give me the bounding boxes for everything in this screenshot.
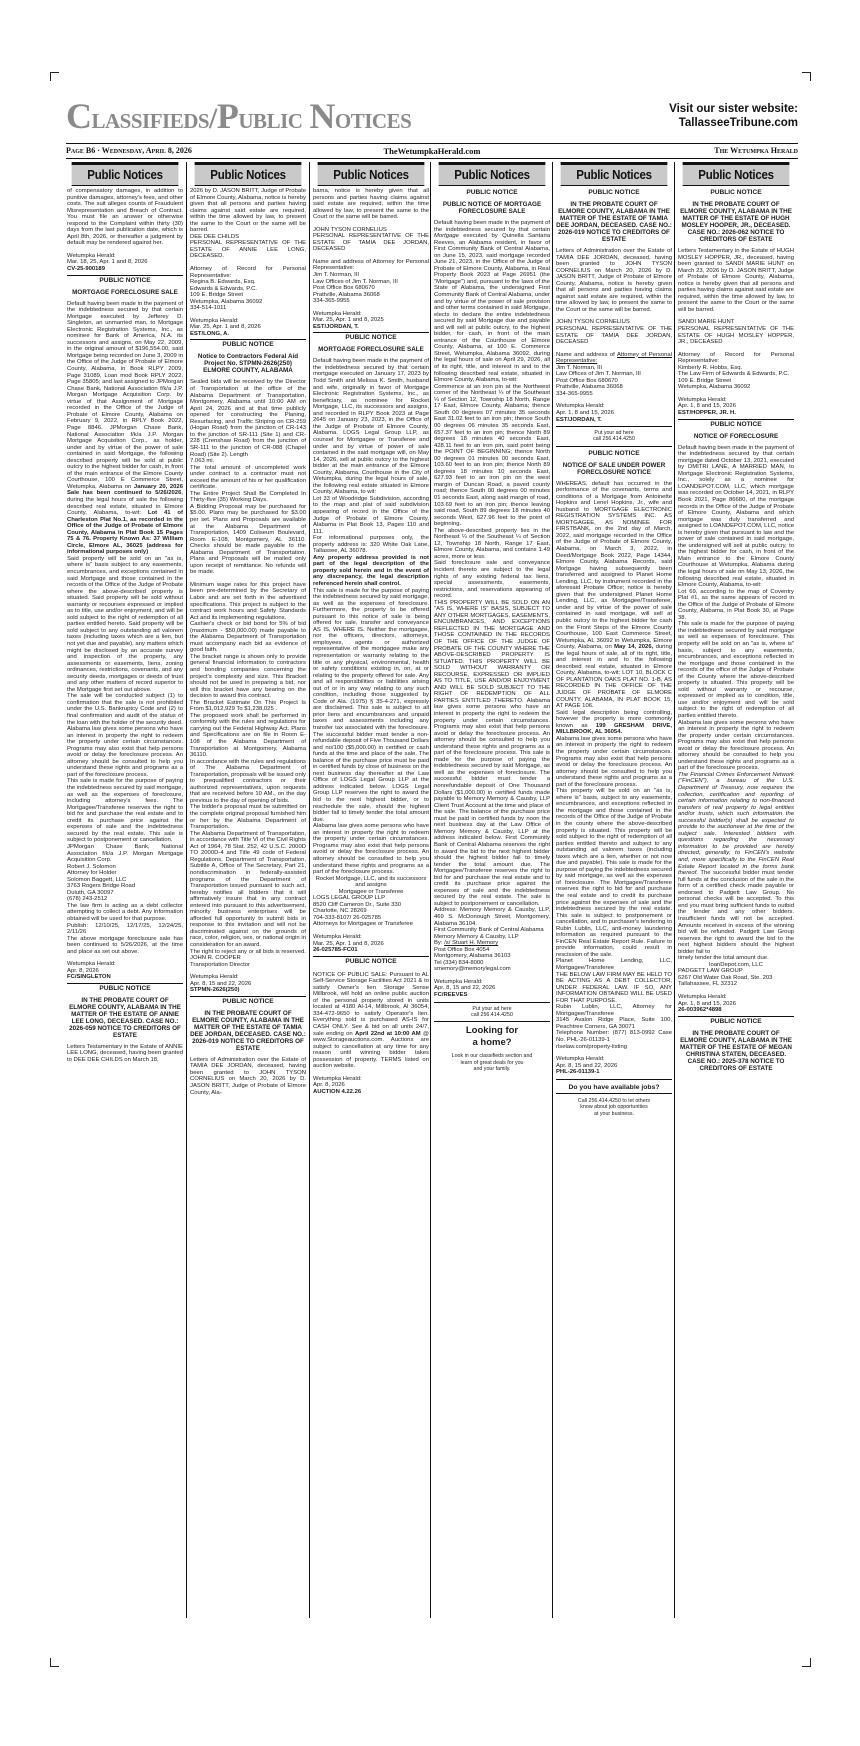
notice-code: STPMN-2626(250) (190, 987, 240, 994)
notice-text: By: /s/ Stuart H. Memory (434, 940, 499, 947)
notice-text: Alabama law gives some persons who have an interest in property the right to redeem the property under certain circumstances. Programs may also exist that help persons avoid or delay the foreclosure process. An attorney should be consulted to help you understand these rights and programs as a part of the foreclosure process. (678, 719, 794, 772)
column-divider (674, 162, 675, 1618)
notice-text: Post Office Box 4054 (434, 946, 490, 953)
notice-text: Alabama law gives some persons who have an interest in property the right to redeem the property under certain circumstances. Programs may also exist that help persons avoid or delay the foreclosure process. An attorney should be consulted to help you understand these rights and programs as a part of the foreclosure process. (313, 823, 429, 876)
publication-name: Wetumpka Herald: (67, 252, 116, 259)
column-header: Public Notices (72, 162, 179, 186)
notice-text: PERSONAL REPRESENTATIVE OF THE ESTATE OF TAMIA DEE JORDAN, DECEASED (313, 233, 429, 253)
notice-code: 26-003962*4898 (678, 1007, 722, 1014)
notice-label: PUBLIC NOTICE (313, 956, 429, 966)
notice-columns (66, 162, 798, 1618)
notice-text: The law firm is acting as a debt collector attempting to collect a debt. Any information obtained will be used for that purpose. (67, 902, 183, 922)
notice-text: Jim T. Norman, III (313, 272, 360, 279)
notice-code: FC/SINGLETON (67, 974, 111, 981)
notice-text: Regina B. Edwards, Esq. (190, 279, 256, 286)
put-ad-phone: call 256.414.4250 (593, 436, 635, 443)
notice-text: The right to reject any or all bids is reserved. (190, 948, 306, 955)
notice-code: PHL-26-01139-1 (556, 1069, 600, 1076)
notice-code: EST/JORDAN, T. (313, 323, 359, 330)
notice-text: Memory Memory & Causby, LLP (434, 933, 519, 940)
notice-text: The bidder's proposal must be submitted on the complete original proposal furnished him or her by the Alabama Department of Transportation. (190, 804, 306, 831)
notice-code: EST/HOPPER, JR. H. (678, 410, 736, 417)
publication-name: Wetumpka Herald: (313, 1075, 362, 1082)
publication-name: Wetumpka Herald: (313, 933, 362, 940)
notice-text: Default having been made in the payment of the indebtedness secured by that certain mortgage executed on January 17, 2023 by Todd Smith and Melissa K. Smith, husband and wife, originally in favor of Mortgage Electronic Registration Systems, Inc., as beneficiary, as nominee for Rocket Mortgage, LLC, its successors and assigns, and recorded in RLPY Book 2023 at Page 2645 on January 23, 2023, in the Office of the Judge of Probate of Elmore County, Alabama. LOGS Legal Group LLP, as counsel for Mortgagee or Transferee and under and by virtue of power of sale contained in the said mortgage will, on May 14, 2026, sell at public outcry to the highest bidder at the main entrance of the Elmore County, Alabama, Courthouse in the City of Wetumpka, during the legal hours of sale, the following real estate situated in Elmore County, Alabama, to wit: (313, 358, 429, 496)
notice-text: 704-333-8107/ 26-025785 (313, 914, 382, 921)
notice-text: Post Office Box 680670 (556, 377, 618, 384)
notice-label: PUBLIC NOTICE (190, 996, 306, 1006)
sister-website-promo (669, 102, 798, 130)
notice-text: Rocket Mortgage, LLC, and its successors and assigns (315, 875, 427, 889)
notice-text: Default having been made in the payment of the indebtedness secured by that certain mortgage dated October 13, 2021, executed by DMITRI LANE, A MARRIED MAN, to Mortgage Electronic Registration Systems, Inc., solely as a nominee for LOANDEPOT.COM, LLC, which mortgage was recorded on October 14, 2021, in RLPY Book 2021, Page 86680, of the mortgage records in the Office of the Judge of Probate of Elmore County, Alabama and which mortgage was duly transferred and assigned to LOANDEPOT.COM, LLC, notice is hereby given that pursuant to law and the power of sale contained in said mortgage, the undersigned will sell at public outcry, to the highest bidder for cash, in front of the Main entrance to the Elmore County Courthouse at Wetumpka, Alabama during the legal hours of sale on May 13, 2026, the following described real estate, situated in Elmore County, Alabama, to-wit: (678, 444, 794, 589)
notice-text: 3145 Avalon Ridge Place, Suite 100, Peachtree Corners, GA 30071 (556, 1017, 672, 1030)
notice-text: Publish: 12/10/25, 12/17/25, 12/24/25, 2/11/26 (67, 922, 183, 936)
notice-text: Cashier's check or bid bond for 5% of bid (maximum - $50,000.00) made payable to the Alabama Department of Transportation must accompany each bid as evidence of good faith. (190, 621, 306, 654)
notice-text: 109 E. Bridge Street (190, 292, 244, 299)
notice-text: This sale is made for the purpose of paying the indebtedness secured by said mortgage as well as expenses of foreclosure. This property will be sold on an "as is, where is" basis, subject to any easements, encumbrances, and exceptions reflected in the mortgage and those contained in the records of the office of the Judge of Probate of the County where the above-described property is situated. This property will be sold without warranty or recourse, expressed or implied as to condition, title, use and/or enjoyment and will be sold subject to the right of redemption of all parties entitled thereto. (678, 621, 794, 719)
column-2 (190, 162, 306, 1618)
publication-dates: Mar. 25, Apr. 1 and 8, 2026 (313, 940, 384, 947)
notice-text: A Bidding Proposal may be purchased for $5.00. Plans may be purchased for $3.00 per set. Plans and Proposals are available at the Alabama Department of Transportation, 1409 Coliseum Boulevard, Room E-108, Montgomery, AL 36110. Checks should be made payable to the Alabama Department of Transportation. Plans and Proposals will be mailed only upon receipt of remittance. No refunds will be made. (190, 503, 306, 576)
notice-text: Default having been made in the payment of the indebtedness secured by that certain Mortgage executed by Jefferey D. Singleton, an unmarried man, to Mortgage Electronic Registration Systems, Inc., as nominee for Bank of America, N.A. its successors and assigns, on May 22, 2009, in the original amount of $196,554.00, said Mortgage being recorded on June 3, 2009 in the Office of the Judge of Probate of Elmore County, Alabama, in Book RLPY 2009, Page 31089, Loan mod Book RPLY 2022, Page 35805; and last assigned to JPMorgan Chase Bank, National Association f/k/a J.P. Morgan Mortgage Acquisition Corp. by virtue of that Assignment of Mortgage recorded in the Office of the Judge of Probate of Elmore County, Alabama on February 9, 2022, in RPLY Book 2022, Page 8846. JPMorgan Chase Bank, National Association f/k/a J.P. Morgan Mortgage Acquisition Corp., as holder, under and by virtue of the power of sale contained in said Mortgage, the following described property will be sold at public outcry to the highest bidder for cash, in front of the main entrance of the Elmore County Courthouse, 100 E Commerce Street, Wetumpka, Alabama on January 20, 2026 Sale has been continued to 5/26/2026, during the legal hours of sale the following described real estate, situated in Elmore County, Alabama, to-wit: Lot 41 of Charleston Plat No.1, as recorded in the Office of the Judge of Probate of Elmore County, Alabama in Plat Book 15 Pages 75 & 76. Property Known As: 37 William Circle, Elmore AL, 36025 (address for informational purposes only) (67, 300, 183, 556)
notice-text: Robert J. Solomon (67, 863, 116, 870)
notice-text: Letters of Administration over the Estate of TAMIA DEE JORDAN, deceased, having been granted to JOHN TYSON CORNELIUS on March 20, 2026 by D. JASON BRITT, Judge of Probate of Elmore County, Alabama, notice is hereby given that all persons and parties having claims against said estate are required, within the time allowed by law, to present the same to the Court or the same will be barred. (556, 248, 672, 313)
publication-name: Wetumpka Herald: (190, 317, 239, 324)
promo-title: a home? (472, 1036, 512, 1048)
notice-text: Said legal description being controlling, however the property is more commonly known as 199 GRESHAM DRIVE, MILLBROOK, AL 36054. (556, 709, 672, 736)
notice-code: 26-025785-FC01 (313, 947, 358, 954)
publication-dates: Apr. 1, 8 and 15, 2026 (556, 410, 614, 417)
notice-text: Alabama law gives some persons who have an interest in property the right to redeem the property under certain circumstances. Programs may also exist that help persons avoid or delay the foreclosure process. An attorney should be consulted to help you understand these rights and programs as a part of the foreclosure process. (67, 726, 183, 778)
notice-text: Law Offices of Jim T. Norman, III (313, 278, 398, 285)
notice-text: Lot 69, according to the map of Coventry Plat #1, as the same appears of record in the Office of the Judge of Probate of Elmore County, Alabama, in Plat Book 30, at Page 38. (678, 588, 794, 621)
publication-dates: Mar. 18, 25, Apr. 1 and 8, 2026 (67, 259, 148, 266)
publication-dates: Apr. 8, 2026 (313, 1082, 345, 1089)
notice-text: This sale is made for the purpose of paying the indebtedness secured by said mortgage, as well as the expenses of foreclosure. Furthermore, the property to be offered pursuant to this notice of sale is being offered for sale, transfer and conveyance AS IS, WHERE IS. Neither the mortgagee, nor the officers, directors, attorneys, employees, agents or authorized representative of the mortgagee make any representation or warranty relating to the title or any physical, environmental, health or safety conditions existing in, on, at or relating to the property offered for sale. Any and all responsibilities or liabilities arising out of or in any way relating to any such condition, including those suggested by Code of Ala. (1975) § 35-4-271, expressly are disclaimed. This sale is subject to all prior liens and encumbrances and unpaid taxes and assessments including any transfer tax associated with the foreclosure. The successful bidder must tender a non-refundable deposit of Five Thousand Dollars and no/100 ($5,000.00) in certified or cash funds at the time and place of the sale. The balance of the purchase price must be paid in certified funds by close of business on the next business day thereafter at the Law Office of LOGS Legal Group LLP at the address indicated below. LOGS Legal Group LLP reserves the right to award the bid to the next highest bidder, or to reschedule the sale, should the highest bidder fail to timely tender the total amount due. (313, 587, 429, 823)
column-5 (556, 162, 672, 1618)
column-header: Public Notices (439, 162, 546, 186)
notice-title: Notice to Contractors Federal Aid Project No. STPMN-2626(250) ELMORE COUNTY, ALABAMA (197, 353, 299, 375)
notice-text: The proposed work shall be performed in conformity with the rules and regulations for carrying out the Federal Highway Act. Plans and Specifications are on file in Room E-108 of the Alabama Department of Transportation at Montgomery, Alabama 36110. (190, 712, 306, 759)
notice-text: THE BELOW LAW FIRM MAY BE HELD TO BE ACTING AS A DEBT COLLECTOR, UNDER FEDERAL LAW. IF SO, ANY INFORMATION OBTAINED WILL BE USED FOR THAT PURPOSE. (556, 971, 672, 1004)
notice-text: DEE DEE CHILDS (190, 233, 240, 240)
notice-label: PUBLIC NOTICE (588, 189, 640, 196)
notice-text: This sale is made for the purpose of paying the indebtedness secured by said mortgage, as well as the expenses of foreclosure, including attorney's fees. The Mortgagee/Transferee reserves the right to bid for and purchase the real estate and to credit its purchase price against the expenses of sale and the indebtedness secured by the real estate. This sale is subject to postponement or cancellation. (67, 778, 183, 844)
notice-text: Tallahassee, FL 32312 (678, 981, 738, 988)
column-divider (430, 162, 431, 1618)
paper-name: The Wetumpka Herald (714, 146, 798, 155)
folio-line (66, 143, 798, 159)
crop-mark-bottom-right (802, 1658, 811, 1667)
notice-text: The Financial Crimes Enforcement Network ("FinCEN"), a bureau of the U.S. Department of Treasury, now requires the collection, certification and reporting of certain information relating to non-financed transfers of real property to legal entities and/or trusts, which such information the successful bidder(s) shall be expected to provide to the auctioneer at the time of the subject sale. Interested bidders with questions regarding the necessary information to be provided are hereby directed, generally, to FinCEN's website and, more specifically to the FinCEN Real Estate Report located in the forms bank thereof. The successful bidder must tender full funds at the conclusion of the sale in the form of a certified check made payable or endorsed to Padgett Law Group. No personal checks will be accepted. To this end you must bring sufficient funds to outbid the lender and any other bidders. Insufficient funds will not be accepted. Amounts received in excess of the winning bid will be refunded. Padgett Law Group reserves the right to award the bid to the next highest bidders should the highest bidder fail to (678, 771, 794, 955)
notice-title: NOTICE OF FORECLOSURE (693, 432, 779, 440)
sister-website-link[interactable]: TallasseeTribune.com (678, 117, 798, 129)
notice-text: Mortgagee or Transferee (338, 888, 404, 895)
notice-text: 2026 by D. JASON BRITT, Judge of Probate of Elmore County, Alabama, notice is hereby given that all persons and parties having claims against said estate are required, within the time allowed by law, to present the same to the Court or the same will be barred. (190, 188, 306, 234)
column-4 (434, 162, 550, 1618)
notice-text: Rubin Lublin, LLC, Attorney for Mortgagee/Transferee (556, 1004, 672, 1017)
notice-text: timely tender the total amount due. (678, 955, 769, 962)
publication-name: Wetumpka Herald: (556, 403, 605, 410)
notice-text: PERSONAL REPRESENTATIVE OF THE ESTATE OF ANNIE LEE LONG, DECEASED. (190, 240, 306, 260)
notice-text: Edwards & Edwards, P.C. (190, 285, 258, 292)
notice-title: IN THE PROBATE COURT OF ELMORE COUNTY, ALABAMA IN THE MATTER OF THE ESTATE OF ANNIE LEE LONG, DECEASED. CASE NO.: 2026-059 NOTICE TO CREDITORS OF ESTATE (69, 996, 181, 1039)
notice-text: Sealed bids will be received by the Director of Transportation at the office of the Alabama Department of Transportation, Montgomery, Alabama until 10:00 AM on April 24, 2026 and at that time publicly opened for constructing the Planing, Resurfacing, and Traffic Striping on CR-259 (Hogan Road) from the junction of CR-143 to the junction of SR-111 (Site 1) and CR-228 (Crenshaw Road) from the junction of SR-111 to the junction of CR-088 (Chapel Road) (Site 2). Length (190, 379, 306, 458)
notice-text: Prattville, Alabama 36068 (313, 291, 380, 298)
notice-text: The above-described property lies in the Northeast ¼ of the Southeast ¼ of Section 12, Township 18 North, Range 17 East, Elmore County, Alabama, and contains 1.49 acres, more or less. (434, 527, 550, 560)
website-url[interactable]: TheWetumpkaHerald.com (383, 146, 481, 156)
sister-website-label: Visit our sister website: (669, 103, 798, 115)
notice-text: Any property address provided is not part of the legal description of the property sold herein and in the event of any discrepancy, the legal description referenced herein shall control. (313, 554, 429, 587)
notice-text: The Bracket Estimate On This Project Is From $1,012,929 To $1,238,025 . (190, 699, 306, 713)
notice-text: PERSONAL REPRESENTATIVE OF THE ESTATE OF TAMIA DEE JORDAN, DECEASED (556, 326, 672, 346)
publication-dates: Apr. 8, 15 and 22, 2026 (434, 985, 496, 992)
notice-text: of compensatory damages, in addition to punitive damages, attorney's fees, and other costs. The suit alleges counts of Fraudulent Misrepresentation and Breach of Contract. You must file an answer or otherwise respond to the Complaint within thirty (30) days from the last publication date, which is April 8th, 2026, or thereafter a judgment by default may be rendered against her. (67, 188, 183, 247)
notice-title: PUBLIC NOTICE OF MORTGAGE FORECLOSURE SALE (442, 201, 542, 215)
notice-code: AUCTION 4.22.26 (313, 1088, 362, 1095)
crop-mark-top-right (802, 72, 811, 81)
notice-title: IN THE PROBATE COURT OF ELMORE COUNTY, ALABAMA IN THE MATTER OF THE ESTATE OF HUGH MOSLEY HOOPER, JR., DECEASED. CASE NO.: 2026-062 NOTICE TO CREDITORS OF ESTATE (680, 201, 792, 243)
notice-text: For informational purposes only, the property address is: 320 White Oak Lane, Tallassee, AL 36078. (313, 535, 429, 555)
notice-text: 7.063 mi. (190, 458, 215, 465)
notice-label: PUBLIC NOTICE (678, 1016, 794, 1026)
notice-text: Telephone Number: (877) 813-0992 Case No. PHL-26-01139-1 (556, 1030, 672, 1044)
notice-text: Jim T. Norman, III (556, 364, 603, 371)
column-1 (67, 162, 183, 1618)
notice-code: EST/LONG, A. (190, 330, 230, 337)
notice-text: PERSONAL REPRESENTATIVE OF THE ESTATE OF HUGH MOSLEY HOPPER, JR., DECEASED (678, 326, 794, 346)
notice-text: 6267 Old Water Oak Road, Ste. 203 (678, 974, 773, 981)
notice-text: Charlotte, NC 28269 (313, 908, 367, 915)
notice-text: Attorneys for Mortgagee or Transferee (313, 921, 413, 928)
notice-title: IN THE PROBATE COURT OF ELMORE COUNTY, ALABAMA IN THE MATTER OF THE ESTATE OF TAMIA DEE JORDAN, DECEASED. CASE NO.: 2026-019 NOTICE TO CREDITORS OF ESTATE (190, 1009, 306, 1052)
notice-text: The Alabama Department of Transportation, in accordance with Title VI of the Civil Rights Act of 1964, 78 Stat. 252, 42 U.S.C. 2000D TO 2000D-4 and Title 49 code of Federal Regulations, Department of Transportation, Subtitle A, Office of The Secretary, Part 21, nondiscrimination in federally-assisted programs of the Department of Transportation issued pursuant to such act, hereby notifies all bidders that it will affirmatively insure that in any contract entered into pursuant to this advertisement, minority business enterprises will be afforded full opportunity to submit bids in response to this invitation and will not be discriminated against on the grounds of race, color, religion, sex, or national origin in consideration for an award. (190, 830, 306, 948)
publication-dates: Apr. 8, 15 and 22, 2026 (190, 980, 252, 987)
notice-text: Attorney of Record for Personal Representative: (190, 266, 306, 279)
notice-text: 8520 Cliff Cameron Dr., Suite 330 (313, 901, 401, 908)
publication-name: Wetumpka Herald: (678, 993, 727, 1000)
email-link[interactable]: smemory@memorylegal.com (434, 966, 511, 973)
put-ad-label: Put your ad here (472, 1005, 512, 1012)
publication-dates: Mar. 25, Apr. 1 and 8, 2026 (190, 324, 261, 331)
promo-title: Looking for (465, 1024, 519, 1036)
notice-code: CV-25-900189 (67, 266, 105, 273)
notice-code: EST/JORDAN, T. (556, 416, 602, 423)
notice-title: IN THE PROBATE COURT OF ELMORE COUNTY, ALABAMA IN THE MATTER OF THE ESTATE OF TAMIA DEE JORDAN, DECEASED. CASE NO.: 2026-019 NOTICE TO CREDITORS OF ESTATE (556, 201, 672, 243)
notice-text: Post Office Box 680670 (313, 285, 375, 292)
notice-text: The above mortgage foreclsoure sale has been continued to 5/26/2026, at the time and place as set out above. (67, 935, 183, 955)
notice-text: NOTICE OF PUBLIC SALE: Pursuant to AL Self-Service Storage Facilities Act 2021 & to satisfy Owner's lien Storage Sense Millbrook, will hold an online public auction of the personal property stored in units located at 4180 Al-14, Millbrook, Al 36054, 334-472-9650 to satisfy Operator's lien. Everything sold is purchased AS-IS for CASH ONLY. See & bid on all units 24/7, sale ending on April 22nd at 10:00 AM @ www.Storageauctions.com. Auctions are subject to cancellation at any time for any reason until winning bidder takes possession of property. TERMS listed on auction website. (313, 971, 429, 1070)
notice-label: PUBLIC NOTICE (67, 983, 183, 993)
notice-text: 334-365-9955 (313, 298, 350, 305)
notice-code: FC/REEVES (434, 991, 468, 998)
notice-title: MORTGAGE FORECLOSURE SALE (318, 346, 424, 354)
notice-text: Name and address of Attorney for Personal Representative: (313, 258, 429, 272)
notice-text: Planet Home Lending, LLC, Mortgagee/Transferee (556, 958, 672, 971)
notice-label: PUBLIC NOTICE (678, 419, 794, 429)
notice-text: Letters Testamentary in the Estate of ANNIE LEE LONG, deceased, having been granted to DEE DEE CHILDS on March 18, (67, 1043, 183, 1063)
notice-label: PUBLIC NOTICE (190, 339, 306, 349)
notice-title: NOTICE OF SALE UNDER POWER FORECLOSURE NOTICE (562, 461, 666, 476)
put-ad-here-box (434, 1002, 550, 1022)
notice-text: loanDepot.com, LLC (709, 961, 763, 968)
column-divider (186, 162, 187, 1618)
notice-text: 334-514-1011 (190, 305, 227, 312)
notice-text: 334-365-9955 (556, 390, 593, 397)
notice-text: First Community Bank of Central Alabama (434, 927, 544, 934)
notice-text: The bracket range is shown only to provide general financial information to contractors and bonding companies concerning the project's complexity and size. This Bracket should not be used in preparing a bid, nor will this bracket have any bearing on the decision to award this contract. (190, 653, 306, 700)
notice-title: MORTGAGE FORECLOSURE SALE (72, 288, 178, 296)
notice-label: PUBLIC NOTICE (67, 275, 183, 285)
notice-text: JOHN TYSON CORNELIUS (556, 319, 630, 326)
website-link[interactable]: rlselaw.com/property-listing (556, 1043, 628, 1050)
crop-mark-top-left (50, 72, 59, 81)
notice-text: SANDI MARIE HUNT (678, 319, 735, 326)
notice-text: Transportation Director (190, 961, 251, 968)
notice-text: Minimum wage rates for this project have been pre-determined by the Secretary of Labor and are set forth in the advertised specifications. This project is subject to the contract work hours and Safety Standards Act and its implementing regulations. (190, 581, 306, 621)
notice-text: Wetumpka, Alabama 36092 (678, 384, 751, 391)
publication-name: Wetumpka Herald: (556, 1056, 605, 1063)
notice-text: Address: Memory Memory & Causby, LLP, 469 S. McDonough Street, Montgomery, Alabama 36104. (434, 907, 550, 927)
publication-dates: Apr. 8, 15 and 22, 2026 (556, 1062, 618, 1069)
column-divider (309, 162, 310, 1618)
notice-text: In accordance with the rules and regulations of The Alabama Department of Transportation, proposals will be issued only to prequalified contractors or their authorized representatives, upon requests that are received before 10 AM., on the day previous to the day of opening of bids. (190, 758, 306, 804)
notice-text: The total amount of uncompleted work under contract to a contractor must not exceed the amount of his or her qualification certificate. (190, 464, 306, 491)
masthead (66, 96, 798, 144)
promo-text: Call 256.414.4250 to let others know about job opportunities at your business. (577, 1097, 651, 1117)
notice-text: Montgomery, Alabama 36103 (434, 953, 511, 960)
promo-text: Look in our classifieds section and learn of great deals for you and your family. (451, 1052, 533, 1073)
column-3 (313, 162, 429, 1618)
notice-label: PUBLIC NOTICE (710, 189, 762, 196)
notice-text: JOHN TYSON CORNELIUS (313, 226, 387, 233)
notice-text: Law Offices of Jim T. Norman, III (556, 371, 641, 378)
notice-text: This property will be sold on an "as is, where is" basis, subject to any easements, encumbrances, and exceptions reflected in the mortgage and those contained in the records of the Office of the Judge of Probate in the county where the above-described property is situated. This property will be sold subject to the right of redemption of all parties entitled thereto and subject to any outstanding ad valorem taxes (including taxes which are a lien, whether or not now due and payable). This sale is made for the purpose of paying the indebtedness secured by said mortgage, as well as the expenses of foreclosure. The Mortgagee/Transferee reserves the right to bid for and purchase the real estate and to credit its purchase price against the expenses of sale and the indebtedness secured by the real estate. This sale is subject to postponement or cancellation, and to purchaser's tendering to Rubin Lublin, LLC, anti-money laundering information as required pursuant to the FinCEN Real Estate Report Rule. Failure to provide information, could result in rescission of the sale. (556, 788, 672, 958)
notice-text: JOHN R. COOPER (190, 955, 241, 962)
notice-text: Wetumpka, Alabama 36092 (190, 298, 263, 305)
notice-text: WHEREAS, default has occurred in the performance of the covenants, terms and conditions of a Mortgage from Antoinette Hopkins and Lenel Hopkins, Jr., wife and husband to MORTGAGE ELECTRONIC REGISTRATION SYSTEMS INC. AS MORTGAGEE, AS NOMINEE FOR FIRSTBANK, on the 2nd day of March, 2022, said mortgage recorded in the Office of the Judge of Probate of Elmore County, Alabama, on March 3, 2022, in Deed/Mortgage Book 2022, Page 14344, Elmore County, Alabama Records, said Mortgage having subsequently been transferred and assigned to Planet Home Lending, LLC, by instrument recorded in the aforesaid Probate Office; notice is hereby given that the undersigned Planet Home Lending, LLC, as Mortgagee/Transferee, under and by virtue of the power of sale contained in said mortgage, will sell at public outcry to the highest bidder for cash on the Front Steps of the Elmore County Courthouse, 100 East Commerce Street, Wetumpka, AL 36092 in Wetumpka, Elmore County, Alabama, on May 14, 2026, during the legal hours of sale, all of its right, title, and interest in and to the following described real estate, situated in Elmore County, Alabama, to-wit: LOT 10, BLOCK C OF PLANTATION OAKS PLAT NO. 1-B, AS RECORDED IN THE OFFICE OF THE JUDGE OF PROBATE OF ELMORE COUNTY, ALABAMA, IN PLAT BOOK 15, AT PAGE 106. (556, 480, 672, 710)
column-divider (552, 162, 553, 1618)
put-ad-here-box (556, 426, 672, 446)
notice-text: 3763 Rogers Bridge Road (67, 883, 136, 890)
notice-text: Alabama law gives some persons who have an interest in property the right to redeem the property under certain circumstances. Programs may also exist that help persons avoid or delay the foreclosure process. An attorney should be consulted to help you understand these rights and programs as a part of the foreclosure process. (556, 735, 672, 788)
notice-text: Tel (334) 834-8000 (434, 959, 484, 966)
notice-label: PUBLIC NOTICE (313, 332, 429, 342)
publication-name: Wetumpka Herald: (313, 310, 362, 317)
publication-name: Wetumpka Herald: (434, 978, 483, 985)
notice-label: PUBLIC NOTICE (588, 449, 640, 457)
column-header: Public Notices (683, 162, 790, 186)
notice-text: Solomon Baggett, LLC (67, 876, 127, 883)
notice-label: PUBLIC NOTICE (466, 189, 518, 196)
column-header: Public Notices (561, 162, 668, 186)
notice-text: Default having been made in the payment of the indebtedness secured by that certain Mortgage executed by Quinella Santaria Reeves, an Alabama resident, in favor of First Community Bank of Central Alabama, on June 15, 2023, said mortgage recorded June 21, 2023, in the Office of the Judge of Probate of Elmore County, Alabama, in Real Property Book 2023 at Page 26951 (the "Mortgage") and, pursuant to the laws of the State of Alabama, the undersigned First Community Bank of Central Alabama, under and by virtue of the power of sale provision and other terms contained in said Mortgage, elects to declare the entire indebtedness secured by said Mortgage due and payable and will sell at public outcry, to the highest bidder, for cash, in front of the main entrance of the Courthouse of Elmore County, Alabama, at 100 E. Commerce Street, Wetumpka, Alabama 36092, during the legal hours of sale on April 29, 2026, all of its right, title, and interest in and to the following described real estate, situated in Elmore County, Alabama, to-wit: (434, 220, 550, 384)
column-header: Public Notices (318, 162, 425, 186)
column-6 (678, 162, 794, 1618)
publication-dates: Mar. 25, Apr. 1 and 8, 2025 (313, 317, 384, 324)
section-title: Classifieds/Public Notices (66, 96, 412, 136)
notice-text: PADGETT LAW GROUP (678, 968, 743, 975)
promo-title: Do you have available jobs? (556, 1083, 672, 1094)
notice-text: The Entire Project Shall Be Completed In Thirty-five (35) Working Days. (190, 490, 306, 504)
notice-text: Letters of Administration over the Estate of TAMIA DEE JORDAN, deceased, having been granted to JOHN TYSON CORNELIUS on March 20, 2026 by D. JASON BRITT, Judge of Probate of Elmore County, Ala- (190, 1056, 306, 1096)
notice-text: Attorney of Record for Personal Representative: (678, 351, 794, 365)
put-ad-phone: call 256.414.4250 (471, 1011, 513, 1018)
publication-name: Wetumpka Herald: (678, 396, 727, 403)
notice-text: THIS PROPERTY WILL BE SOLD ON AN "AS IS, WHERE IS" BASIS, SUBJECT TO ANY OTHER MORTGAGES, EASEMENTS, ENCUMBRANCES, AND EXCEPTIONS REFLECTED IN THE MORTGAGE AND THOSE CONTAINED IN THE RECORDS OF THE OFFICE OF THE JUDGE OF PROBATE OF THE COUNTY WHERE THE ABOVE-DESCRIBED PROPERTY IS SITUATED. THIS PROPERTY WILL BE SOLD WITHOUT WARRANTY OR RECOURSE, EXPRESSED OR IMPLIED AS TO TITLE, USE AND/OR ENJOYMENT AND WILL BE SOLD SUBJECT TO THE RIGHT OF REDEMPTION OF ALL PARTIES ENTITLED THERETO. Alabama law gives some persons who have an interest in property the right to redeem the property under certain circumstances. Programs may also exist that help persons avoid or delay the foreclosure process. An attorney should be consulted to help you understand these rights and programs as a part of the foreclosure process. This sale is made for the purpose of paying the indebtedness secured by said Mortgage, as well as the expenses of foreclosure. The successful bidder must tender a nonrefundable deposit of One Thousand Dollars ($1,000.00) in certified funds made payable to Memory Memory & Causby, LLP Client Trust Account at the time and place of the sale. The balance of the purchase price must be paid in certified funds by noon the next business day at the Law Office of Memory Memory & Causby, LLP at the address indicated below. First Community Bank of Central Alabama reserves the right to award the bid to the next highest bidder should the highest bidder fail to timely tender the total amount due. The Mortgagee/Transferee reserves the right to bid for and purchase the real estate and to credit its purchase price against the expenses of sale and the indebtedness secured by the real estate. The sale is subject to postponement or cancellation. (434, 599, 550, 907)
notice-text: Name and address of Attorney of Personal Representative: (556, 351, 672, 365)
notice-text: Kimberly R. Hobbs, Esq. (678, 364, 743, 371)
notice-text: (678) 243-2512 (67, 896, 108, 903)
publication-dates: Apr. 1, 8 and 15, 2026 (678, 1000, 736, 1007)
notice-text: Letters Testamentary in the Estate of HUGH MOSLEY HOPPER, JR., deceased, having been granted to SANDI MARIE HUNT on March 23, 2026 by D. JASON BRITT, Judge of Probate of Elmore County, Alabama, notice is hereby given that all persons and parties having claims against said estate are required, within the time allowed by law, to present the same to the Court or the same will be barred. (678, 248, 794, 313)
notice-text: The Law Firm of Edwards & Edwards, P.C. (678, 371, 790, 378)
notice-text: Said property will be sold on an "as is, where is" basis subject to any easements, encumbrances, and exceptions contained in said Mortgage and those contained in the records of the Office of the Judge of Probate where the above-described property is situated. Said property will be sold without warranty or recourses expressed or implied as to title, use and/or enjoyment, and will be sold subject to the right of redemption of all parties entitled hereto. Said property will be sold subject to any outstanding ad valorem taxes (including taxes which are a lien, but not yet due and payable), any matters which might be disclosed by an accurate survey and inspection of the property, any assessments or easements, liens, zoning ordinances, restrictions, covenants, and any security deeds, mortgages or deeds of trust and any other matters of record superior to the Mortgage first set out above. (67, 555, 183, 693)
publication-dates: Apr. 8, 2026 (67, 967, 99, 974)
notice-text: Lot 33 of Woodridge Subdivision, according to the map and plat of said subdivision appearing of record in the Office of the Judge of Probate of Elmore County, Alabama in Plat Book 13, Pages 110 and 111. (313, 495, 429, 535)
crop-mark-bottom-left (50, 1658, 59, 1667)
notice-text: The sale will be conducted subject (1) to confirmation that the sale is not prohibited under the U.S. Bankruptcy Code and (2) to final confirmation and audit of the status of the loan with the holder of the security deed. (67, 693, 183, 726)
column-header: Public Notices (195, 162, 302, 186)
notice-text: Commence at an iron pin at the Northwest corner of the Northeast ¼ of the Southeast ¼ of Section 12, Township 18 North, Range 17 East, Elmore County, Alabama; thence South 00 degrees 07 minutes 35 seconds East 31.02 feet to an iron pin; thence South 00 degrees 06 minutes 35 seconds East, 657.37 feet to an iron pin; thence North 89 degrees 18 minutes 40 seconds East, 428.11 feet to an iron pin, said point being the POINT OF BEGINNING; thence North 00 degrees 01 minutes 00 seconds East, 103.60 feet to an iron pin; thence North 89 degrees 18 minutes 10 seconds East, 627.93 feet to an iron pin on the west margin of Duncan Road, a paved county road; thence South 00 degrees 00 minutes 01 seconds East, along said margin of road, 103.69 feet to an iron pin; thence leaving said road, South 89 degrees 18 minutes 40 seconds West, 627.96 feet to the point of beginning. (434, 383, 550, 528)
notice-text: bama, notice is hereby given that all persons and parties having claims against said estate are required, within the time allowed by law, to present the same to the Court or the same will be barred. (313, 188, 429, 221)
publication-dates: Apr. 1, 8 and 15, 2026 (678, 403, 736, 410)
notice-text: Attorney for Holder (67, 870, 117, 877)
notice-text: LOGS LEGAL GROUP LLP (313, 895, 386, 902)
notice-text: Prattville, Alabama 36068 (556, 384, 623, 391)
notice-text: Duluth, GA 30097 (67, 889, 114, 896)
notice-text: Said foreclosure sale and conveyance incident thereto are subject to the legal rights of any existing federal tax liens, special assessments, easements, restrictions, and reservations appearing of record. (434, 560, 550, 600)
notice-title: IN THE PROBATE COURT OF ELMORE COUNTY, ALABAMA IN THE MATTER OF THE ESTATE OF MEGAN CHRISTINA STATEN, DECEASED. CASE NO.: 2025-378 NOTICE TO CREDITORS OF ESTATE (680, 1029, 792, 1072)
notice-text: 109 E. Bridge Street (678, 377, 732, 384)
publication-name: Wetumpka Herald: (67, 961, 116, 968)
notice-text: JPMorgan Chase Bank, National Association f/k/a J.P. Morgan Mortgage Acquisition Corp. (67, 843, 183, 864)
put-ad-label: Put your ad here (594, 430, 634, 437)
page-date: Page B6 · Wednesday, April 8, 2026 (66, 146, 192, 155)
publication-name: Wetumpka Herald: (190, 974, 239, 981)
